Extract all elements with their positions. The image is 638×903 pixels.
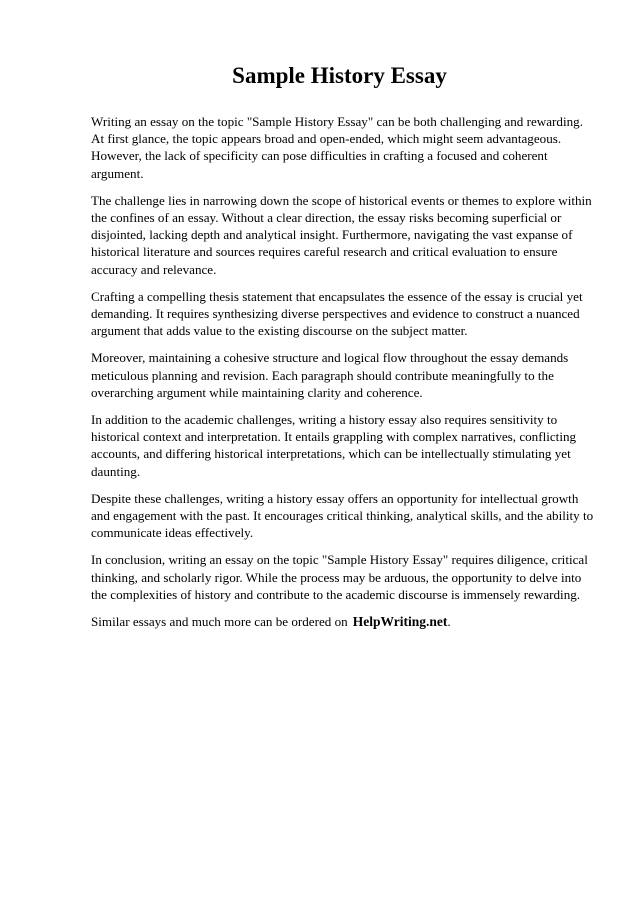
helpwriting-link[interactable]: HelpWriting.net: [352, 614, 448, 630]
paragraph-6: Despite these challenges, writing a history essay offers an opportunity for intellectual growth and engagement with the past. It encourages critical thinking, analytical skills, and the ability to communicate ideas effectively.: [91, 490, 594, 541]
paragraph-3: Crafting a compelling thesis statement that encapsulates the essence of the essay is crucial yet demanding. It requires synthesizing diverse perspectives and evidence to construct a nuanced argument that adds value to the existing discourse on the subject matter.: [91, 288, 583, 339]
paragraph-5: In addition to the academic challenges, writing a history essay also requires sensitivity to historical context and interpretation. It entails grappling with complex narratives, conflicting accounts, and differing historical interpretations, which can be intellectually stimulating yet daunting.: [91, 412, 577, 479]
paragraph-7: In conclusion, writing an essay on the topic "Sample History Essay" requires diligence, critical thinking, and scholarly rigor. While the process may be arduous, the opportunity to delve into the complexities of history and contribute to the academic discourse is immensely rewarding.: [91, 552, 588, 602]
footer-line: [91, 613, 594, 630]
document-title: Sample History Essay: [232, 63, 447, 88]
paragraph-4: Moreover, maintaining a cohesive structure and logical flow throughout the essay demands meticulous planning and revision. Each paragraph should contribute meaningfully to the overarching argument while maintaining clarity and coherence.: [91, 350, 569, 400]
paragraph-2: The challenge lies in narrowing down the scope of historical events or themes to explore within the confines of an essay. Without a clear direction, the essay risks becoming superficial or disjointed, lacking depth and analytical insight. Furthermore, navigating the vast expanse of historical literature and sources requires careful research and critical evaluation to ensure accuracy and relevance.: [91, 192, 592, 277]
paragraph-1: Writing an essay on the topic "Sample History Essay" can be both challenging and rewarding. At first glance, the topic appears broad and open-ended, which might seem advantageous. However, the lack of specificity can pose difficulties in crafting a focused and coherent argument.: [91, 114, 583, 181]
footer-text: Similar essays and much more can be ordered on: [91, 614, 348, 630]
footer-end: .: [447, 614, 451, 630]
